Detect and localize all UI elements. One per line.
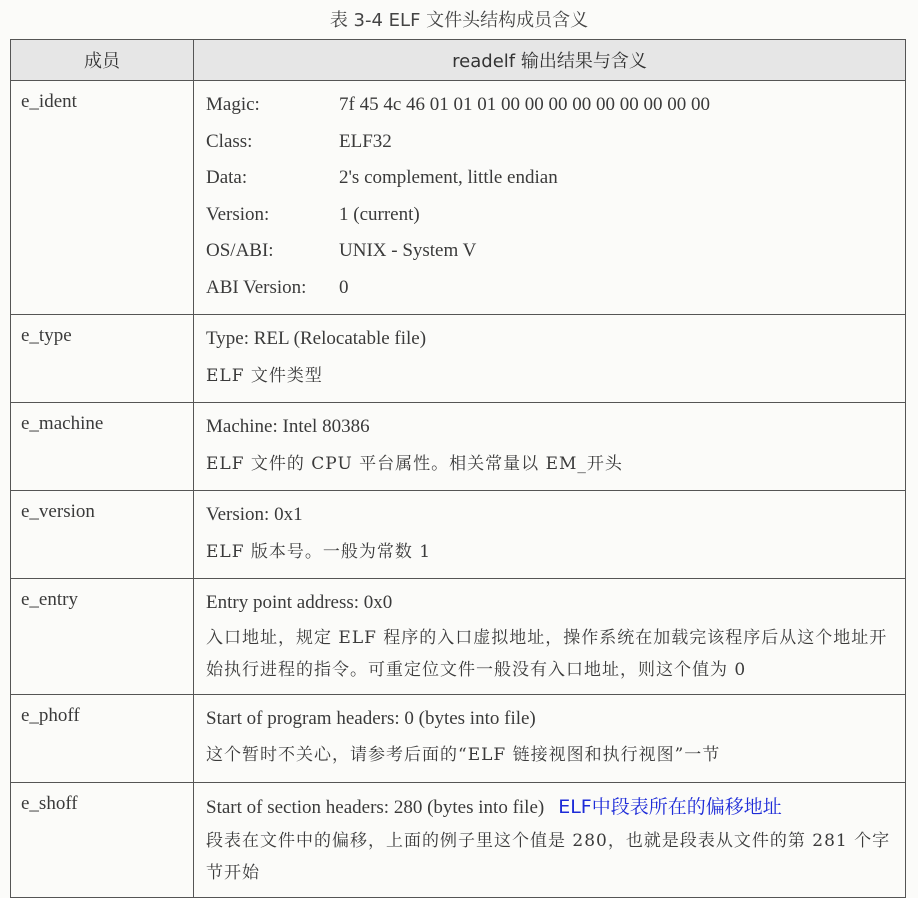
kv-line [206, 197, 899, 234]
kv-key: Magic: [206, 94, 260, 115]
table-row [11, 579, 906, 695]
meaning-text: 这个暂时不关心，请参考后面的“ELF 链接视图和执行视图”一节 [206, 745, 721, 765]
kv-line [206, 124, 899, 161]
readelf-output: Start of section headers: 280 (bytes into file) [206, 796, 545, 818]
member-name: e_shoff [11, 782, 194, 898]
readelf-output: Version: 0x1 [206, 504, 303, 525]
kv-key: ABI Version: [206, 276, 307, 298]
kv-value: UNIX - System V [339, 240, 477, 261]
kv-line [206, 270, 899, 307]
kv-value: 1 (current) [339, 203, 420, 225]
meaning-text: ELF 文件的 CPU 平台属性。相关常量以 EM_开头 [206, 453, 623, 474]
member-name: e_type [11, 315, 194, 403]
member-description [194, 694, 906, 782]
table-row [11, 491, 906, 579]
member-name: e_entry [11, 579, 194, 695]
member-description [194, 315, 906, 403]
meaning-text: 入口地址，规定 ELF 程序的入口虚拟地址，操作系统在加载完该程序后从这个地址开始执行进程的指令。可重定位文件一般没有入口地址，则这个值为 0 [206, 627, 888, 680]
kv-line [206, 233, 899, 270]
kv-key: Version: [206, 203, 270, 225]
table-row [11, 81, 906, 315]
member-name: e_ident [11, 81, 194, 315]
member-description [194, 782, 906, 898]
member-description [194, 579, 906, 695]
member-description [194, 403, 906, 491]
header-member: 成员 [11, 40, 194, 81]
kv-key: OS/ABI: [206, 240, 274, 261]
header-meaning: readelf 输出结果与含义 [194, 40, 906, 81]
kv-key: Class: [206, 130, 253, 152]
kv-line [206, 87, 899, 124]
readelf-output-line [206, 789, 899, 826]
readelf-output: Start of program headers: 0 (bytes into file) [206, 707, 536, 729]
table-row [11, 315, 906, 403]
table-row [11, 694, 906, 782]
meaning-text: ELF 版本号。一般为常数 1 [206, 541, 432, 562]
readelf-output: Entry point address: 0x0 [206, 592, 393, 613]
kv-value: ELF32 [339, 130, 392, 152]
readelf-output: Machine: Intel 80386 [206, 416, 370, 437]
handwritten-note: ELF中段表所在的偏移地址 [558, 795, 782, 818]
member-name: e_machine [11, 403, 194, 491]
readelf-output: Type: REL (Relocatable file) [206, 328, 427, 349]
member-description [194, 81, 906, 315]
meaning-text: 段表在文件中的偏移，上面的例子里这个值是 280，也就是段表从文件的第 281 个字节开始 [206, 831, 891, 883]
meaning-text: ELF 文件类型 [206, 365, 323, 386]
table-row [11, 782, 906, 898]
member-name: e_phoff [11, 694, 194, 782]
kv-line [206, 160, 899, 197]
kv-value: 2's complement, little endian [339, 167, 558, 188]
table-header-row [11, 40, 906, 81]
member-description [194, 491, 906, 579]
member-name: e_version [11, 491, 194, 579]
kv-key: Data: [206, 167, 248, 188]
kv-value: 0 [339, 276, 349, 298]
kv-value: 7f 45 4c 46 01 01 01 00 00 00 00 00 00 00 00 00 [339, 94, 711, 115]
table-caption: 表 3-4 ELF 文件头结构成员含义 [329, 10, 589, 31]
elf-header-table [10, 39, 906, 898]
table-row [11, 403, 906, 491]
